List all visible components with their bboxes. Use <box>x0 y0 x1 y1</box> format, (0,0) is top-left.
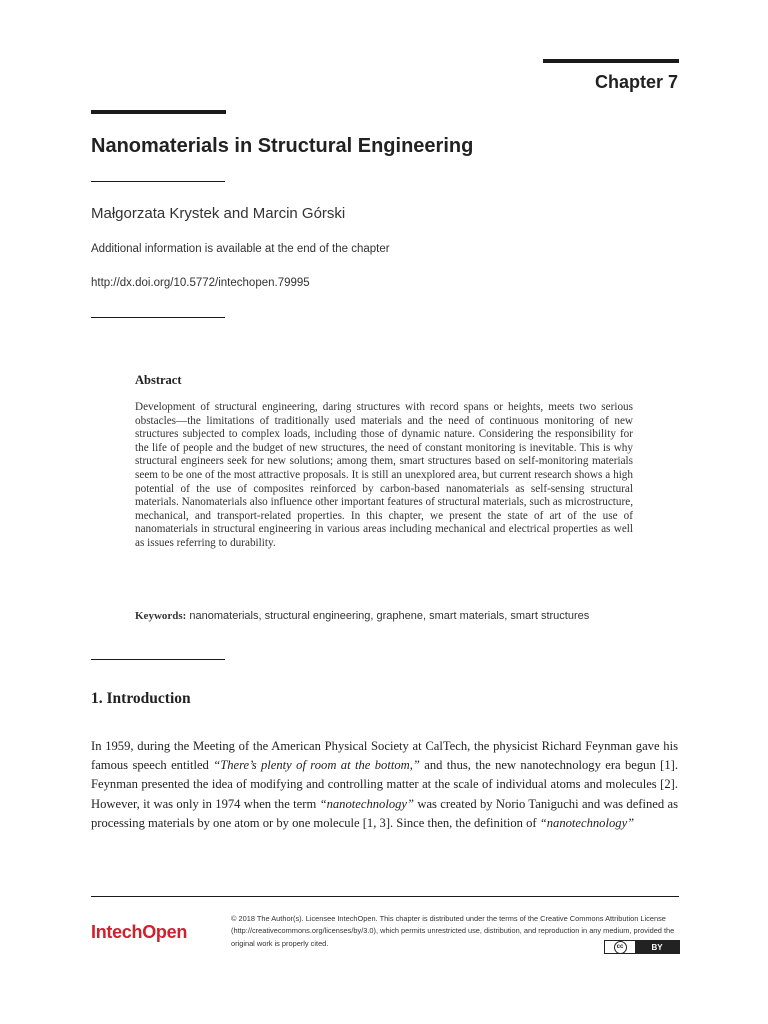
intro-text-2: and thus, the new nanotechnology era begun [1]. Feynman presented the idea of modifying and controlling matter at the scale of individual atoms and molecules [2]. However, it was only in 1974 when the term <box>91 758 678 811</box>
intechopen-logo: IntechOpen <box>91 922 188 942</box>
keywords-label: Keywords: <box>135 610 187 622</box>
abstract-heading: Abstract <box>135 373 182 387</box>
section-heading-introduction: 1. Introduction <box>91 690 191 707</box>
additional-info: Additional information is available at the end of the chapter <box>91 243 390 255</box>
license-text: © 2018 The Author(s). Licensee IntechOpen. This chapter is distributed under the terms of the Creative Commons Attribution License (http://creativecommons.org/licenses/by/3.0), which permits unrestricted use, distribution, and reproduction in any medium, provided the original work is properly cited. <box>231 914 675 948</box>
title-top-rule <box>91 110 226 114</box>
intro-text-3: was created by Norio Taniguchi and was defined as processing materials by one atom or by one molecule [1, 3]. Since then, the definition of <box>91 796 678 830</box>
intro-quote-3: “nanotechnology” <box>539 815 635 830</box>
cc-label: cc <box>614 941 627 954</box>
doi-link[interactable]: http://dx.doi.org/10.5772/intechopen.79995 <box>91 277 310 289</box>
page-title: Nanomaterials in Structural Engineering <box>91 135 474 157</box>
chapter-label: Chapter 7 <box>594 72 678 92</box>
keywords <box>135 609 633 624</box>
cc-by-badge[interactable] <box>604 940 680 954</box>
meta-bottom-rule <box>91 317 225 318</box>
abstract-bottom-rule <box>91 659 225 660</box>
abstract-body: Development of structural engineering, daring structures with record spans or heights, meets two serious obstacles—the limitations of traditionally used materials and the need of continuous monitoring of new structures subjected to complex loads, including those of dynamic nature. Considering the responsibility for the life of people and the budget of new structures, the need of constant monitoring is inevitable. This is why structural engineers seek for new solutions; among them, smart structures based on self-monitoring materials seem to be one of the most attractive proposals. It is still an unexplored area, but current research shows a high potential of the use of composites reinforced by carbon-based nanomaterials as self-sensing structural materials. Nanomaterials also influence other important features of structural materials, such as microstructure, mechanical, and transport-related properties. In this chapter, we present the state of art of the use of nanomaterials in structural engineering in various areas including mechanical and electrical properties as well as issues referring to durability. <box>135 401 633 549</box>
by-label: BY <box>635 941 679 953</box>
footer-rule <box>91 896 679 897</box>
authors: Małgorzata Krystek and Marcin Górski <box>91 205 346 222</box>
introduction-paragraph <box>91 737 678 833</box>
cc-icon <box>605 941 635 953</box>
intro-text-1: In 1959, during the Meeting of the American Physical Society at CalTech, the physicist Richard Feynman gave his famous speech entitled <box>91 739 678 773</box>
chapter-top-rule <box>543 59 679 63</box>
keywords-list: nanomaterials, structural engineering, graphene, smart materials, smart structures <box>189 610 590 622</box>
title-bottom-rule <box>91 181 225 182</box>
intro-quote-1: “There’s plenty of room at the bottom,” <box>213 758 420 773</box>
intro-quote-2: “nanotechnology” <box>319 796 415 811</box>
